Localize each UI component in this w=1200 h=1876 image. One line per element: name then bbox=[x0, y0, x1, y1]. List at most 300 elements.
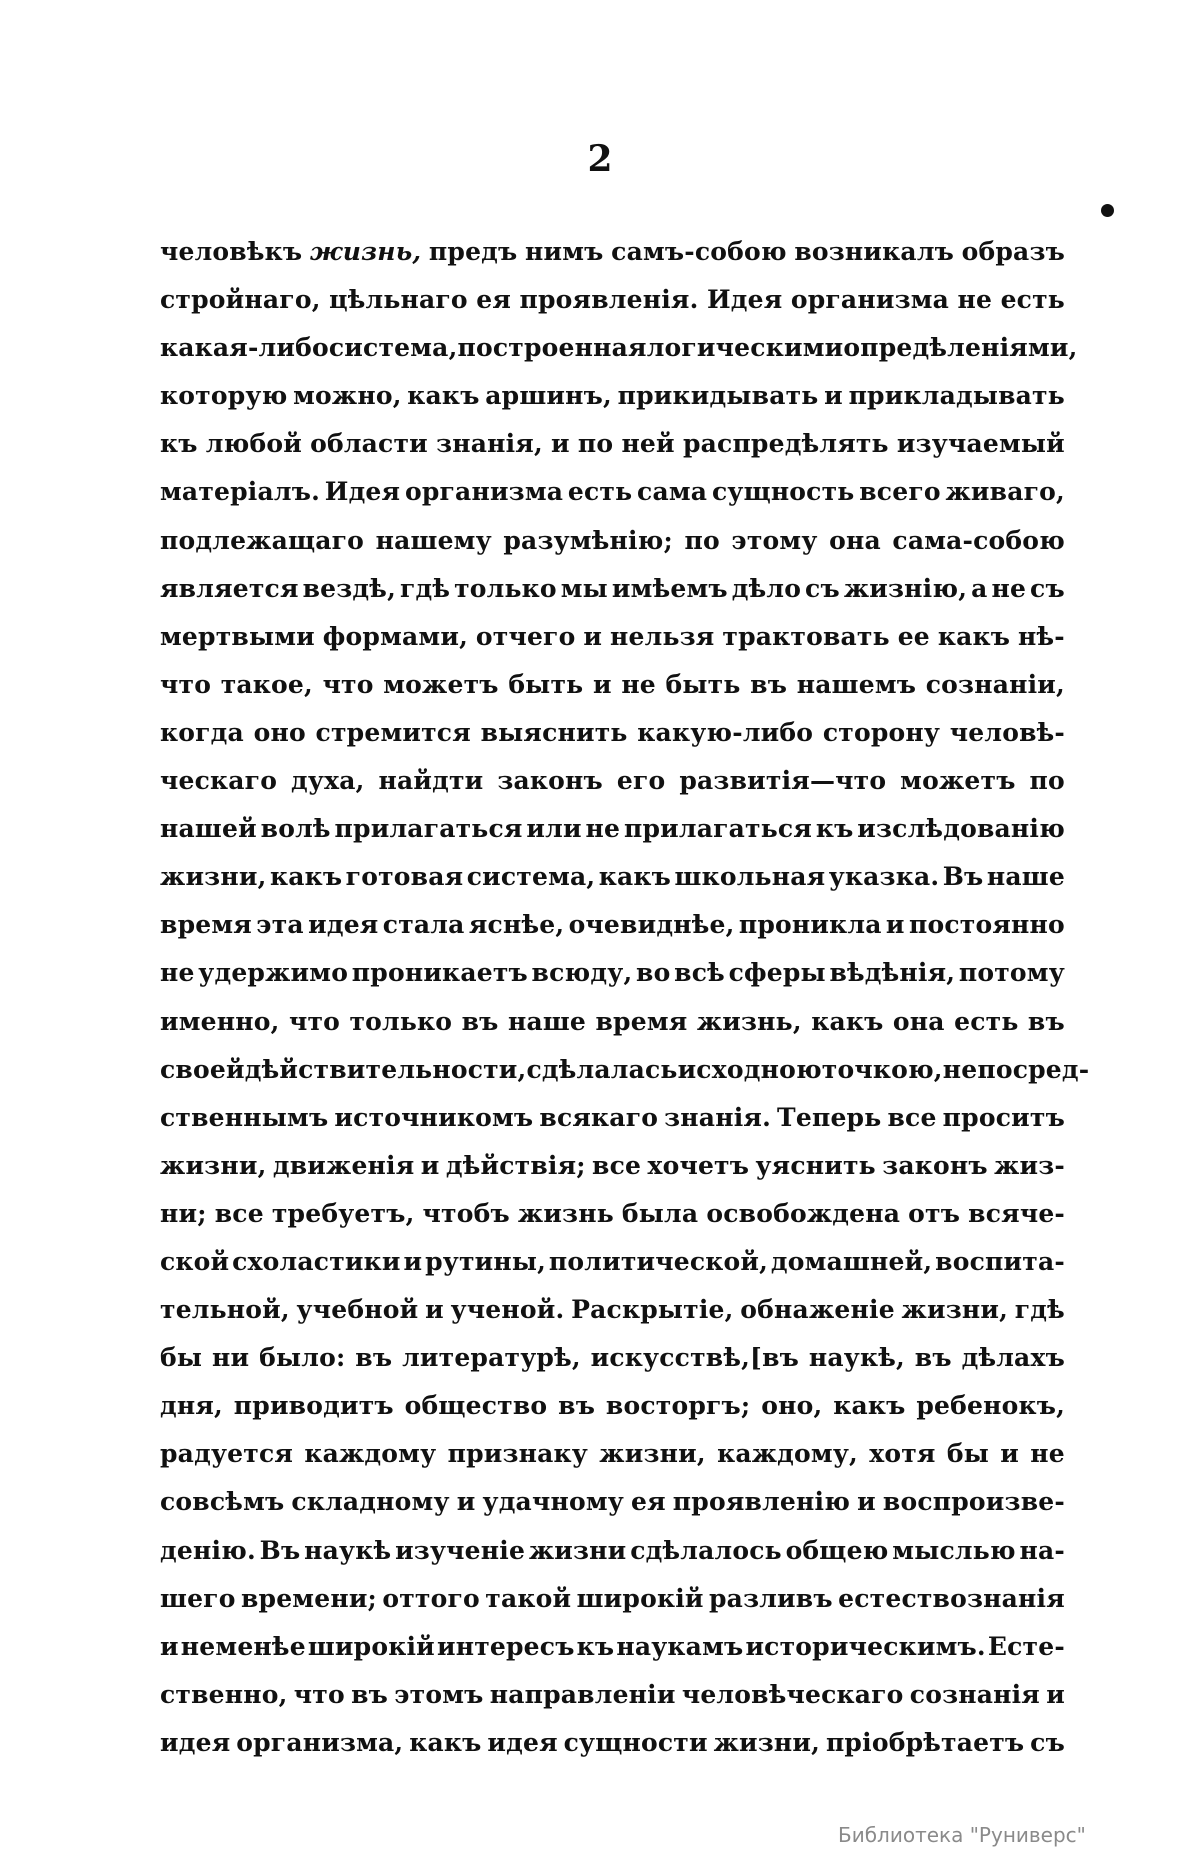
text-word: обнаженіе bbox=[740, 1295, 895, 1325]
text-word: и bbox=[592, 669, 612, 699]
text-word: проявленію bbox=[672, 1487, 851, 1517]
text-line bbox=[160, 1575, 1065, 1623]
text-line bbox=[160, 1094, 1065, 1142]
text-word: духа, bbox=[291, 766, 365, 796]
text-word: образъ bbox=[961, 237, 1065, 266]
text-word: и bbox=[1000, 1439, 1020, 1469]
text-line bbox=[160, 1430, 1065, 1478]
text-word: жизнь, bbox=[696, 1006, 802, 1036]
text-word: Въ bbox=[259, 1535, 301, 1565]
text-word: идея bbox=[308, 910, 379, 940]
text-line bbox=[160, 1238, 1065, 1286]
text-word: жиз- bbox=[994, 1150, 1065, 1180]
text-word: все bbox=[214, 1198, 264, 1228]
text-word: человѣческаго bbox=[681, 1679, 904, 1709]
text-word: выяснить bbox=[480, 717, 628, 747]
text-word: знанія. bbox=[664, 1102, 771, 1132]
text-word: яснѣе, bbox=[468, 910, 565, 940]
text-word: въ bbox=[750, 669, 788, 699]
text-word: историческимъ. bbox=[745, 1631, 986, 1661]
text-word: какая-либо bbox=[160, 333, 329, 363]
text-word: проникаетъ bbox=[351, 958, 528, 988]
text-word: изученіе bbox=[395, 1535, 526, 1565]
text-word: человѣ- bbox=[949, 717, 1065, 747]
text-word: общество bbox=[404, 1391, 548, 1421]
text-line bbox=[160, 757, 1065, 805]
text-word: найдти bbox=[378, 766, 484, 796]
text-line bbox=[160, 1046, 1090, 1094]
text-word: шего bbox=[160, 1583, 236, 1613]
text-word: подлежащаго bbox=[160, 525, 365, 555]
text-word: бы bbox=[160, 1343, 203, 1373]
text-word: жизни, bbox=[901, 1295, 1009, 1325]
text-word: неменѣе bbox=[180, 1631, 306, 1661]
text-word: ея bbox=[476, 285, 512, 315]
text-word: удачному bbox=[482, 1487, 624, 1517]
text-word: оно, bbox=[761, 1391, 823, 1421]
text-word: все bbox=[592, 1150, 642, 1180]
text-word: вѣдѣнія, bbox=[829, 958, 956, 988]
text-word: школьная bbox=[674, 862, 826, 892]
text-word: какую-либо bbox=[637, 717, 814, 747]
text-word: всяче- bbox=[968, 1198, 1065, 1228]
text-word: сущность bbox=[711, 477, 855, 507]
text-line bbox=[160, 565, 1065, 613]
text-word: не bbox=[621, 669, 656, 699]
text-word: широкій bbox=[576, 1583, 704, 1613]
text-word: имѣемъ bbox=[611, 573, 728, 603]
text-word: и bbox=[1046, 1679, 1065, 1709]
library-watermark: Библиотека "Руниверс" bbox=[838, 1823, 1086, 1847]
text-word: денію. bbox=[160, 1535, 256, 1565]
text-word: жизни, bbox=[713, 1727, 821, 1757]
text-word: бы bbox=[946, 1439, 989, 1469]
text-word: въ bbox=[914, 1343, 952, 1373]
text-word: своей bbox=[160, 1054, 245, 1084]
text-word: что bbox=[322, 669, 374, 699]
text-word: не bbox=[991, 573, 1027, 603]
text-line bbox=[160, 709, 1065, 757]
text-line bbox=[160, 998, 1065, 1046]
text-word: или bbox=[526, 814, 582, 844]
text-word: жизни bbox=[528, 1535, 627, 1565]
text-word: области bbox=[310, 429, 428, 459]
text-word: дѣйствительности, bbox=[244, 1054, 527, 1084]
text-word: только bbox=[349, 1006, 453, 1036]
text-word: она bbox=[829, 525, 881, 555]
text-word: наукѣ, bbox=[808, 1343, 905, 1373]
text-word: система, bbox=[328, 333, 458, 363]
text-word: къ bbox=[160, 429, 198, 459]
text-word: разливъ bbox=[709, 1583, 833, 1613]
text-word: развитія—что bbox=[679, 766, 887, 796]
text-word: сущности bbox=[563, 1727, 708, 1757]
text-word: съ bbox=[1030, 1727, 1065, 1757]
text-word: готовая bbox=[345, 862, 464, 892]
text-word: учебной bbox=[296, 1295, 419, 1325]
text-word: восторгъ; bbox=[605, 1391, 751, 1421]
text-word: указка. bbox=[828, 862, 940, 892]
text-word: такое, bbox=[220, 669, 313, 699]
text-word: тельной, bbox=[160, 1295, 290, 1325]
text-word: нашей bbox=[160, 814, 257, 844]
text-word: признаку bbox=[447, 1439, 589, 1469]
text-word: ни; bbox=[160, 1198, 207, 1228]
text-word: всякаго bbox=[539, 1102, 659, 1132]
text-word: времени; bbox=[240, 1583, 377, 1613]
text-word: сознанія bbox=[909, 1679, 1040, 1709]
text-word: волѣ bbox=[260, 814, 331, 844]
text-word: въ bbox=[351, 1679, 389, 1709]
text-word: есть bbox=[567, 477, 633, 507]
text-word: сама bbox=[637, 477, 708, 507]
text-word: всюду, bbox=[531, 958, 633, 988]
text-word: можно, bbox=[293, 381, 402, 411]
text-word: искусствѣ,[въ bbox=[590, 1343, 800, 1373]
text-word: на- bbox=[1019, 1535, 1065, 1565]
text-line bbox=[160, 1142, 1065, 1190]
text-word: сторону bbox=[822, 717, 941, 747]
text-word: литературѣ, bbox=[402, 1343, 581, 1373]
text-word: по bbox=[1029, 766, 1065, 796]
text-word: направленіи bbox=[489, 1679, 676, 1709]
text-word: наукѣ bbox=[304, 1535, 392, 1565]
text-word: во bbox=[636, 958, 671, 988]
text-word: ея bbox=[630, 1487, 666, 1517]
text-word: прикладывать bbox=[848, 381, 1065, 411]
text-word: Идея bbox=[706, 285, 783, 315]
text-word: его bbox=[616, 766, 666, 796]
text-word: въ bbox=[355, 1343, 393, 1373]
text-word: законъ bbox=[497, 766, 603, 796]
text-line bbox=[160, 517, 1065, 565]
text-word: нашемъ bbox=[796, 669, 917, 699]
text-word: организма bbox=[790, 285, 950, 315]
text-word: точкою, bbox=[821, 1054, 943, 1084]
text-word: постоянно bbox=[908, 910, 1065, 940]
text-word: есть bbox=[1000, 285, 1065, 315]
text-word: человѣкъ bbox=[160, 237, 303, 266]
text-word: естествознанія bbox=[838, 1583, 1065, 1613]
text-word: широкій bbox=[307, 1631, 435, 1661]
text-line bbox=[160, 901, 1065, 949]
text-word: не bbox=[957, 285, 993, 315]
text-line bbox=[160, 805, 1065, 853]
text-word: ской bbox=[160, 1246, 230, 1276]
text-word: сдѣлалась bbox=[526, 1054, 678, 1084]
text-word: дня, bbox=[160, 1391, 223, 1421]
text-word: прикидывать bbox=[617, 381, 819, 411]
text-word: не bbox=[160, 958, 195, 988]
ink-dot bbox=[1101, 204, 1114, 217]
text-word: было: bbox=[259, 1343, 346, 1373]
text-word: складному bbox=[291, 1487, 450, 1517]
text-word: общею bbox=[785, 1535, 889, 1565]
text-word: гдѣ bbox=[1014, 1295, 1065, 1325]
text-word: приводитъ bbox=[233, 1391, 394, 1421]
text-word: къ bbox=[815, 814, 854, 844]
text-line bbox=[160, 1478, 1065, 1526]
text-word: есть bbox=[954, 1006, 1019, 1036]
text-word: Теперь bbox=[777, 1102, 882, 1132]
text-word: въ bbox=[461, 1006, 499, 1036]
text-word: хочетъ bbox=[647, 1150, 750, 1180]
text-word: организма, bbox=[236, 1727, 404, 1757]
text-word: опредѣленіями, bbox=[843, 333, 1078, 363]
text-word: воспита- bbox=[935, 1246, 1065, 1276]
text-word: которую bbox=[160, 381, 288, 411]
text-word: жизни, bbox=[599, 1439, 706, 1469]
text-word: система, bbox=[466, 862, 596, 892]
text-word: можетъ bbox=[900, 766, 1016, 796]
text-word: и bbox=[456, 1487, 476, 1517]
text-word: не bbox=[585, 814, 621, 844]
text-word: что bbox=[288, 1006, 341, 1036]
text-word: схоластики bbox=[232, 1246, 401, 1276]
text-line bbox=[160, 1382, 1065, 1430]
text-word: идея bbox=[160, 1727, 231, 1757]
text-word: и bbox=[420, 1150, 440, 1180]
text-word: что bbox=[293, 1679, 345, 1709]
text-word: самъ-собою bbox=[611, 237, 787, 266]
text-word: время bbox=[595, 1006, 688, 1036]
text-word: построенная bbox=[457, 333, 647, 363]
text-word: и bbox=[160, 1631, 179, 1661]
text-word: не bbox=[1030, 1439, 1065, 1469]
text-word: и bbox=[824, 381, 843, 411]
text-word: изслѣдованію bbox=[857, 814, 1065, 844]
text-line bbox=[160, 1623, 1065, 1671]
text-word: каждому bbox=[304, 1439, 437, 1469]
text-word: какъ bbox=[811, 1006, 884, 1036]
text-word: рутины, bbox=[425, 1246, 547, 1276]
text-word: она bbox=[892, 1006, 945, 1036]
text-word: именно, bbox=[160, 1006, 280, 1036]
text-word: а bbox=[971, 573, 988, 603]
text-word: оттого bbox=[382, 1583, 480, 1613]
text-word: является bbox=[160, 573, 299, 603]
text-word: требуетъ, bbox=[271, 1198, 415, 1228]
text-line bbox=[160, 1527, 1065, 1575]
text-word: удержимо bbox=[198, 958, 349, 988]
text-word: и bbox=[857, 1487, 876, 1517]
text-word: эта bbox=[256, 910, 304, 940]
text-word: разумѣнію; bbox=[503, 525, 673, 555]
text-word: трактовать bbox=[722, 621, 890, 651]
text-word: проявленія. bbox=[519, 285, 699, 315]
text-word: мертвыми bbox=[160, 621, 315, 651]
text-word: этомъ bbox=[394, 1679, 484, 1709]
text-word: источникомъ bbox=[334, 1102, 534, 1132]
text-word: проникла bbox=[738, 910, 882, 940]
text-word: и bbox=[403, 1246, 423, 1276]
text-line bbox=[160, 372, 1065, 420]
text-word: непосред- bbox=[942, 1054, 1090, 1084]
text-line bbox=[160, 1719, 1065, 1767]
text-word: къ bbox=[576, 1631, 615, 1661]
text-line bbox=[160, 420, 1065, 468]
text-word: съ bbox=[1030, 573, 1065, 603]
text-word: можетъ bbox=[383, 669, 499, 699]
text-word: быть bbox=[665, 669, 741, 699]
text-word: жизни, bbox=[160, 1150, 267, 1180]
text-word: знанія, bbox=[436, 429, 543, 459]
text-word: прилагаться bbox=[623, 814, 812, 844]
text-word: когда bbox=[160, 717, 244, 747]
text-word: въ bbox=[1027, 1006, 1065, 1036]
text-line bbox=[160, 276, 1065, 324]
text-word: такой bbox=[485, 1583, 572, 1613]
text-word: какъ bbox=[937, 621, 1011, 651]
text-word: всѣ bbox=[674, 958, 725, 988]
text-word: всего bbox=[859, 477, 941, 507]
text-word: ственно, bbox=[160, 1679, 288, 1709]
text-word: движенія bbox=[272, 1150, 415, 1180]
text-word: съ bbox=[805, 573, 840, 603]
text-word: потому bbox=[958, 958, 1065, 988]
text-word: этому bbox=[731, 525, 818, 555]
text-word: нимъ bbox=[525, 237, 604, 266]
text-word: и bbox=[425, 1295, 444, 1325]
text-word: стройнаго, bbox=[160, 285, 321, 315]
text-word: аршинъ, bbox=[485, 381, 612, 411]
text-word: время bbox=[160, 910, 252, 940]
text-word: и bbox=[583, 621, 603, 651]
text-word: идея bbox=[487, 1727, 558, 1757]
text-word: нѣ- bbox=[1018, 621, 1065, 651]
text-word: стремится bbox=[315, 717, 471, 747]
body-text bbox=[160, 228, 1090, 1767]
text-word: ее bbox=[897, 621, 930, 651]
text-word: ственнымъ bbox=[160, 1102, 329, 1132]
text-word: сферы bbox=[728, 958, 826, 988]
text-word: исходною bbox=[677, 1054, 822, 1084]
text-word: ни bbox=[212, 1343, 250, 1373]
text-word: мыслью bbox=[892, 1535, 1016, 1565]
text-word: по bbox=[577, 429, 614, 459]
text-word: ученой. bbox=[450, 1295, 565, 1325]
text-line bbox=[160, 228, 1065, 276]
text-word: логическими bbox=[646, 333, 844, 363]
text-word: радуется bbox=[160, 1439, 294, 1469]
text-word: нельзя bbox=[610, 621, 715, 651]
text-word: какъ bbox=[598, 862, 672, 892]
text-line bbox=[160, 661, 1065, 709]
text-word: чтобъ bbox=[422, 1198, 510, 1228]
text-word: вездѣ, bbox=[302, 573, 396, 603]
text-line bbox=[160, 949, 1065, 997]
text-word: гдѣ bbox=[399, 573, 451, 603]
text-line bbox=[160, 1334, 1065, 1382]
text-word: предъ bbox=[428, 237, 518, 266]
text-word: проситъ bbox=[942, 1102, 1065, 1132]
text-word: была bbox=[621, 1198, 699, 1228]
text-word: ней bbox=[621, 429, 675, 459]
text-word: наше bbox=[507, 1006, 587, 1036]
text-word: какъ bbox=[269, 862, 343, 892]
text-word: хотя bbox=[869, 1439, 936, 1469]
text-word: цѣльнаго bbox=[329, 285, 468, 315]
text-word: ческаго bbox=[160, 766, 278, 796]
text-word: распредѣлять bbox=[682, 429, 889, 459]
text-word: все bbox=[887, 1102, 937, 1132]
text-word: Есте- bbox=[987, 1631, 1065, 1661]
text-word: прилагаться bbox=[334, 814, 523, 844]
text-word: отчего bbox=[475, 621, 576, 651]
text-word: Въ bbox=[942, 862, 984, 892]
text-word: Раскрытіе, bbox=[571, 1295, 734, 1325]
text-word: какъ bbox=[407, 381, 480, 411]
text-word: быть bbox=[508, 669, 584, 699]
text-line bbox=[160, 853, 1065, 901]
text-line bbox=[160, 613, 1065, 661]
text-word: дѣйствія; bbox=[445, 1150, 586, 1180]
text-word: только bbox=[454, 573, 557, 603]
text-word: оно bbox=[253, 717, 306, 747]
text-word: матеріалъ. bbox=[160, 477, 320, 507]
text-word: нашему bbox=[375, 525, 492, 555]
text-word: жизнію, bbox=[843, 573, 968, 603]
text-word: сдѣлалось bbox=[630, 1535, 782, 1565]
text-word: формами, bbox=[322, 621, 468, 651]
text-word: что bbox=[160, 669, 212, 699]
text-word: жизни, bbox=[160, 862, 267, 892]
text-word: политической, bbox=[548, 1246, 769, 1276]
text-line bbox=[160, 468, 1065, 516]
text-line bbox=[160, 324, 1078, 372]
text-word: въ bbox=[558, 1391, 596, 1421]
text-word: дѣлахъ bbox=[961, 1343, 1065, 1373]
text-word: каждому, bbox=[717, 1439, 858, 1469]
text-line bbox=[160, 1671, 1065, 1719]
text-line bbox=[160, 1190, 1065, 1238]
text-word: домашней, bbox=[770, 1246, 933, 1276]
text-word: совсѣмъ bbox=[160, 1487, 285, 1517]
text-word: и bbox=[885, 910, 905, 940]
text-word: стала bbox=[382, 910, 465, 940]
text-word: организма bbox=[404, 477, 564, 507]
text-word: интересъ bbox=[436, 1631, 575, 1661]
text-word: изучаемый bbox=[896, 429, 1065, 459]
text-word: наше bbox=[986, 862, 1065, 892]
text-word: по bbox=[684, 525, 720, 555]
text-word: сознаніи, bbox=[925, 669, 1065, 699]
text-word: какъ bbox=[409, 1727, 482, 1757]
text-word: любой bbox=[205, 429, 302, 459]
text-word: воспроизве- bbox=[882, 1487, 1065, 1517]
text-word: жизнь bbox=[517, 1198, 614, 1228]
text-word: возникалъ bbox=[794, 237, 955, 266]
text-word: Идея bbox=[324, 477, 401, 507]
text-word: уяснить bbox=[755, 1150, 876, 1180]
text-word: законъ bbox=[882, 1150, 988, 1180]
text-word: дѣло bbox=[731, 573, 802, 603]
text-word: пріобрѣтаетъ bbox=[825, 1727, 1025, 1757]
text-word: какъ bbox=[833, 1391, 906, 1421]
text-word: очевиднѣе, bbox=[568, 910, 735, 940]
text-word: освобождена bbox=[706, 1198, 901, 1228]
text-word: жизнь, bbox=[309, 237, 422, 266]
text-word: наукамъ bbox=[616, 1631, 744, 1661]
text-word: отъ bbox=[908, 1198, 961, 1228]
text-line bbox=[160, 1286, 1065, 1334]
text-word: сама-собою bbox=[892, 525, 1065, 555]
text-word: и bbox=[551, 429, 570, 459]
text-word: мы bbox=[560, 573, 608, 603]
text-word: живаго, bbox=[945, 477, 1065, 507]
text-word: ребенокъ, bbox=[916, 1391, 1065, 1421]
page-number: 2 bbox=[587, 138, 613, 180]
